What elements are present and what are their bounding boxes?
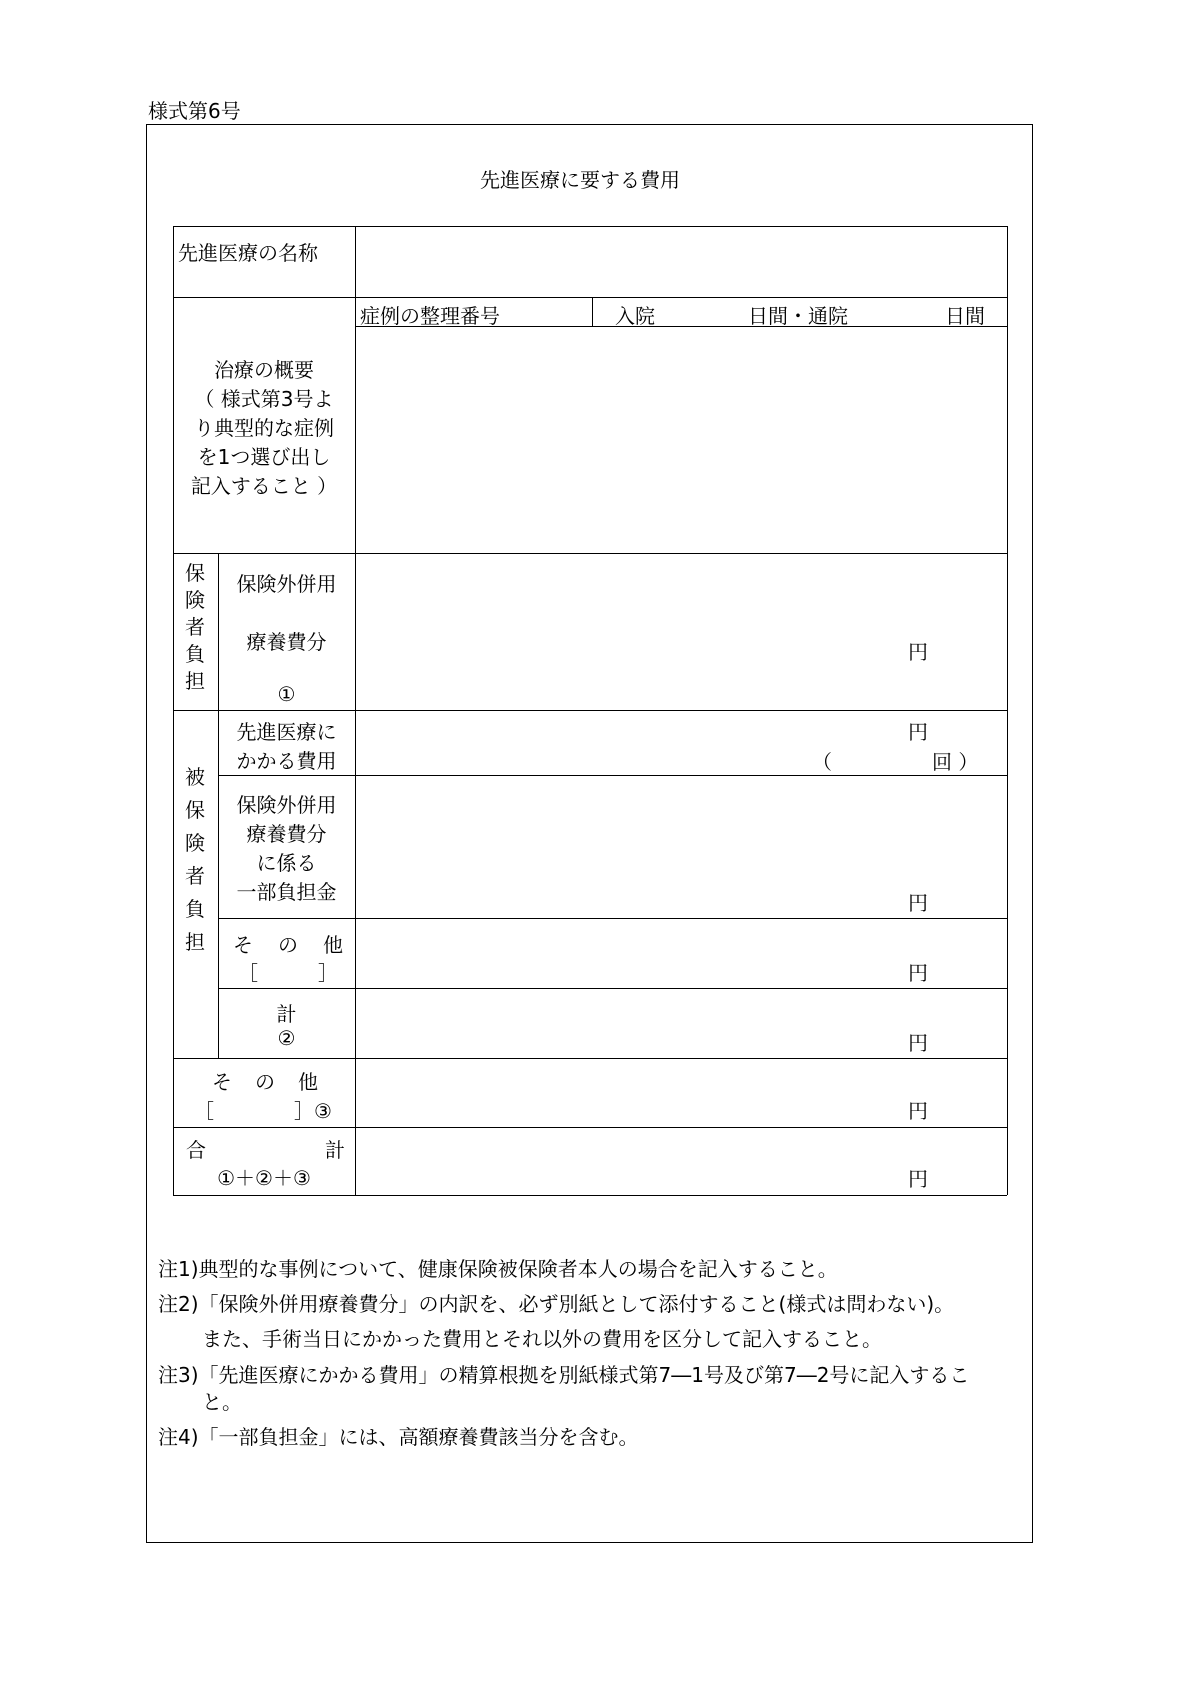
case-number-label: 症例の整理番号 xyxy=(360,304,500,328)
other-outer-2: の xyxy=(255,1070,275,1094)
note-4: 注4)「一部負担金」には、高額療養費該当分を含む。 xyxy=(158,1425,639,1449)
yen-unit: 円 xyxy=(908,1099,928,1123)
total-left: 合 xyxy=(186,1138,206,1162)
total-formula: ①＋②＋③ xyxy=(217,1166,311,1190)
insurance-external-label: 保険外併用 xyxy=(236,572,337,596)
other-outer-1: そ xyxy=(212,1070,232,1094)
treatment-summary-label: 治療の概要 （ 様式第3号よ り典型的な症例 を1つ選び出し 記入すること ） xyxy=(190,358,338,498)
other-outer-bracket-close: ］③ xyxy=(294,1099,332,1123)
other-inner-bracket-close: ］ xyxy=(318,961,338,985)
page-title: 先進医療に要する費用 xyxy=(480,168,680,192)
yen-unit: 円 xyxy=(908,1167,928,1191)
note-1: 注1)典型的な事例について、健康保険被保険者本人の場合を記入すること。 xyxy=(158,1257,838,1281)
insurer-burden-label: 保 険 者 負 担 xyxy=(185,561,205,693)
note-3: 注3)「先進医療にかかる費用」の精算根拠を別紙様式第7―1号及び第7―2号に記入するこ xyxy=(158,1363,970,1387)
mark-1: ① xyxy=(277,682,296,706)
subtotal-label: 計 xyxy=(276,1002,297,1026)
note-3b: と。 xyxy=(202,1390,242,1414)
yen-unit: 円 xyxy=(908,1031,928,1055)
other-inner-1: そ xyxy=(233,933,253,957)
yen-unit: 円 xyxy=(908,720,928,744)
count-open: （ xyxy=(812,750,832,774)
yen-unit: 円 xyxy=(908,891,928,915)
days-outpatient-label: 日間・通院 xyxy=(748,304,848,328)
advanced-medical-name-label: 先進医療の名称 xyxy=(178,241,318,265)
total-right: 計 xyxy=(325,1138,345,1162)
mark-2: ② xyxy=(277,1026,296,1050)
treatment-summary-field[interactable] xyxy=(358,329,1004,551)
yen-unit: 円 xyxy=(908,961,928,985)
note-2b: また、手術当日にかかった費用とそれ以外の費用を区分して記入すること。 xyxy=(202,1327,882,1351)
advanced-cost-label-2: かかる費用 xyxy=(236,749,337,773)
advanced-medical-name-field[interactable] xyxy=(358,228,1004,294)
other-outer-bracket-open: ［ xyxy=(194,1099,214,1123)
advanced-cost-label: 先進医療に xyxy=(236,720,337,744)
insurance-external-label-2: 療養費分 xyxy=(246,630,327,654)
other-inner-3: 他 xyxy=(323,933,343,957)
form-number: 様式第6号 xyxy=(148,99,241,123)
inpatient-label: 入院 xyxy=(615,304,655,328)
copay-label: 保険外併用 療養費分 に係る 一部負担金 xyxy=(236,793,337,904)
other-outer-3: 他 xyxy=(298,1070,318,1094)
other-inner-bracket-open: ［ xyxy=(238,961,258,985)
note-2: 注2)「保険外併用療養費分」の内訳を、必ず別紙として添付すること(様式は問わない)。 xyxy=(158,1292,955,1316)
insured-burden-label: 被 保 険 者 負 担 xyxy=(185,765,205,954)
other-inner-2: の xyxy=(278,933,298,957)
yen-unit: 円 xyxy=(908,640,928,664)
count-close: 回 ） xyxy=(932,750,979,774)
days-label: 日間 xyxy=(945,304,985,328)
